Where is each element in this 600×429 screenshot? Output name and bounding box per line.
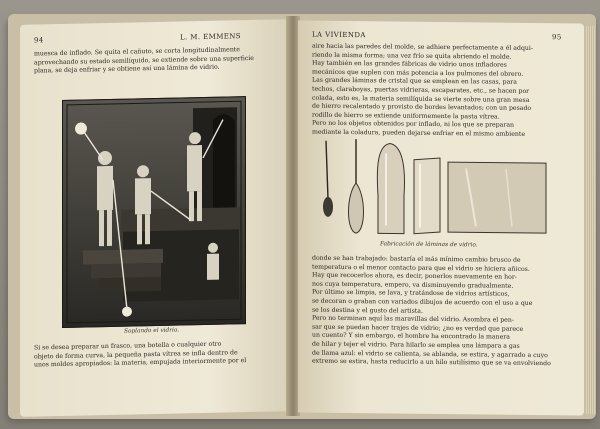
text-line: Pero no los objetos obtenidos por inflado, ni los que se preparan <box>312 119 514 130</box>
text-line: Por último se limpia, se lava, y tratándose de vidrios artísticos, <box>312 289 510 299</box>
text-line: Hay también en las grandes fábricas de vidrio unos infladores <box>312 59 507 69</box>
text-line: rodillo de hierro se extiende uniformemente la pasta vítrea. <box>312 111 500 121</box>
text-line: de hierro recalentado y provisto de bordes levantados; con un pesado <box>312 102 532 113</box>
text-line: Las grandes láminas de cristal que se emplean en las casas, para <box>312 77 517 87</box>
text-line: de hilar y tejer el vidrio. Para hilarlo se emplea una lámpara a gas <box>312 340 520 350</box>
right-page-number: 95 <box>552 33 562 42</box>
right-bottom-text <box>312 255 570 369</box>
left-top-text <box>34 45 278 76</box>
text-line: mediante la coladura, pueden dejarse enfriar en el mismo ambiente <box>312 128 526 138</box>
text-line: mecánicos que suplen con más potencia a los pulmones del obrero. <box>312 68 524 78</box>
text-line: sar que se puedan hacer trajes de vidrio; ¿no es verdad que parece <box>312 323 524 333</box>
glassblowing-engraving <box>62 96 246 328</box>
text-line: techos, claraboyas, puertas vidrieras, escaparates, etc., se hacen por <box>312 85 530 95</box>
text-line: donde se han trabajado: bastaría el más mínimo cambio brusco de <box>312 254 521 264</box>
glass-sheet-figure <box>316 135 554 237</box>
text-line: riendo la misma forma; una vez frío se quita abriendo el molde. <box>312 51 512 61</box>
text-line: temperatura o el menor contacto para que el vidrio se hiciera añicos. <box>312 263 530 273</box>
right-page <box>298 21 584 416</box>
text-line: nos cuya temperatura, empero, va disminuyendo gradualmente. <box>312 280 514 290</box>
text-line: aire hacia las paredes del molde, se adhiere perfectamente a él adqui- <box>312 42 533 52</box>
left-bottom-text <box>34 339 278 370</box>
text-line: un cuento? Y sin embargo, el hombre ha encontrado la manera <box>312 331 510 342</box>
text-line: unos moldes apropiados: la materia, empujada interiormente por el <box>34 357 247 369</box>
page-edges <box>586 26 596 414</box>
text-line: Hay que recocerlos ahora, es decir, ponerlos nuevamente en hor- <box>312 271 517 281</box>
text-line: se los destina y el gusto del artista. <box>312 306 423 315</box>
text-line: aprovechando su estado semilíquido, se extiende sobre una superficie <box>34 54 254 67</box>
text-line: objeto de forma curva, la pequeña pasta vítrea se infla dentro de <box>34 348 238 361</box>
left-running-head: L. M. EMMENS <box>180 32 241 42</box>
text-line: Pero no terminan aquí las maravillas del vidrio. Asombra el pen- <box>312 314 514 324</box>
figure-caption: Fabricación de láminas de vidrio. <box>380 241 478 249</box>
text-line: Si se desea preparar un frasco, una botella o cualquier otro <box>34 340 222 352</box>
plate-caption: Soplando el vidrio. <box>124 327 180 335</box>
text-line: colada, esto es, la materia semilíquida se vierte sobre una gran mesa <box>312 94 530 104</box>
glass-forms-illustration <box>316 135 554 237</box>
left-page-number: 94 <box>34 36 44 45</box>
text-line: muesca de inflado. Se quita el cañuto, se corta longitudinalmente <box>34 46 240 58</box>
right-top-text <box>312 43 570 140</box>
engraving-illustration <box>63 97 245 327</box>
text-line: extremo se estira, hasta reducirlo a un hilo sutilísimo que se va envolviendo <box>312 357 551 368</box>
right-running-head: LA VIVIENDA <box>312 30 366 40</box>
text-line: se decoran o graban con variados dibujos de acuerdo con el uso a que <box>312 297 533 307</box>
left-page <box>20 19 290 417</box>
text-line: plana, se deja enfriar y se obtiene así una lámina de vidrio. <box>34 63 220 75</box>
text-line: de llama azul: el vidrio se calienta, se ablanda, se estira, y agarrado a cuyo <box>312 349 548 359</box>
